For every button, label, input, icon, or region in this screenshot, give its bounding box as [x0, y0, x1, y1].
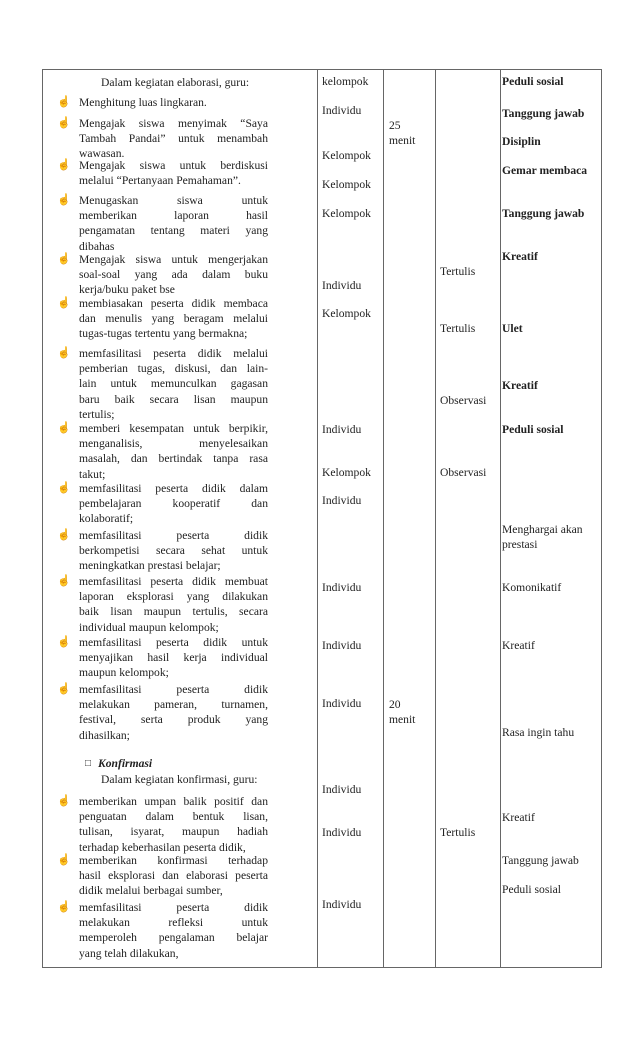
list-item-line: meningkatkan prestasi belajar; — [79, 559, 221, 573]
character-cell: Rasa ingin tahu — [502, 726, 575, 739]
list-item-line: tertulis; — [79, 407, 115, 421]
elaboration-intro: Dalam kegiatan elaborasi, guru: — [101, 76, 250, 89]
list-item-line: memfasilitasi peserta didik melalui — [79, 347, 268, 360]
assessment-cell: Tertulis — [440, 265, 476, 278]
list-item-line: pembelajaran kooperatif dan — [79, 497, 268, 511]
grouping-cell: Individu — [322, 783, 362, 796]
column-divider — [317, 70, 318, 967]
grouping-cell: kelompok — [322, 75, 369, 88]
pointing-hand-icon: ☝ — [57, 636, 71, 648]
list-item-line: festival, serta produk yang — [79, 713, 268, 727]
list-item — [79, 682, 268, 743]
pointing-hand-icon: ☝ — [57, 529, 71, 541]
list-item-line: Mengajak siswa untuk mengerjakan — [79, 253, 268, 266]
grouping-cell: Individu — [322, 104, 362, 117]
pointing-hand-icon: ☝ — [57, 854, 71, 866]
character-cell: prestasi — [502, 538, 538, 551]
pointing-hand-icon: ☝ — [57, 117, 71, 129]
grouping-cell: Individu — [322, 494, 362, 507]
pointing-hand-icon: ☝ — [57, 96, 71, 108]
grouping-cell: Kelompok — [322, 466, 371, 479]
list-item-line: laporan eksplorasi yang dilakukan — [79, 590, 268, 604]
character-cell: Komonikatif — [502, 581, 562, 594]
grouping-cell: Kelompok — [322, 307, 371, 320]
assessment-cell: Tertulis — [440, 322, 476, 335]
list-item-line: memberi kesempatan untuk berpikir, — [79, 422, 268, 435]
column-divider — [383, 70, 384, 967]
list-item — [79, 193, 268, 254]
list-item-line: memberikan umpan balik positif dan — [79, 795, 268, 808]
list-item-line: yang telah dilakukan, — [79, 946, 179, 960]
list-item — [79, 900, 268, 961]
list-item-line: membiasakan peserta didik membaca — [79, 297, 268, 310]
pointing-hand-icon: ☝ — [57, 683, 71, 695]
list-item-line: hasil eksplorasi dan elaborasi peserta — [79, 869, 268, 883]
list-item-line: memperoleh pengalaman belajar — [79, 931, 268, 945]
grouping-cell: Kelompok — [322, 207, 371, 220]
list-item-line: melakukan refleksi untuk — [79, 916, 268, 930]
list-item-line: soal-soal yang ada dalam buku — [79, 268, 268, 282]
character-cell: Tanggung jawab — [502, 207, 585, 220]
list-item-line: individual maupun kelompok; — [79, 620, 219, 634]
list-item — [79, 528, 268, 574]
list-item — [79, 421, 268, 482]
pointing-hand-icon: ☝ — [57, 422, 71, 434]
assessment-cell: Tertulis — [440, 826, 476, 839]
list-item-line: Menghitung luas lingkaran. — [79, 96, 207, 109]
list-item-line: memfasilitasi peserta didik — [79, 683, 268, 696]
list-item-line: memfasilitasi peserta didik — [79, 901, 268, 914]
list-item-line: baik lisan maupun tertulis, secara — [79, 605, 268, 619]
list-item — [79, 635, 268, 681]
list-item-line: memfasilitasi peserta didik membuat — [79, 575, 268, 588]
list-item — [79, 794, 268, 855]
pointing-hand-icon: ☝ — [57, 253, 71, 265]
list-item-line: tugas-tugas tertentu yang bermakna; — [79, 327, 248, 341]
character-cell: Ulet — [502, 322, 523, 335]
list-item-line: pengamatan tentang materi yang — [79, 224, 268, 238]
character-cell: Gemar membaca — [502, 164, 588, 177]
grouping-cell: Individu — [322, 697, 362, 710]
list-item-line: memberikan konfirmasi terhadap — [79, 854, 268, 867]
list-item-line: menganalisis, menyelesaikan — [79, 437, 268, 451]
list-item-line: takut; — [79, 467, 106, 481]
list-item — [79, 574, 268, 635]
pointing-hand-icon: ☝ — [57, 194, 71, 206]
character-cell: Tanggung jawab — [502, 854, 579, 867]
list-item — [79, 481, 268, 527]
character-cell: Peduli sosial — [502, 423, 564, 436]
time-unit: menit — [389, 713, 416, 726]
list-item-line: didik melalui berbagai sumber, — [79, 884, 223, 898]
assessment-cell: Observasi — [440, 466, 487, 479]
list-item-line: kerja/buku paket bse — [79, 283, 175, 297]
list-item-line: baru baik secara lisan maupun — [79, 392, 268, 406]
list-item-line: memfasilitasi peserta didik dalam — [79, 482, 268, 495]
list-item-line: Tambah Pandai” untuk menambah — [79, 132, 268, 146]
list-item-line: tulisan, isyarat, maupun hadiah — [79, 825, 268, 839]
time-value: 20 — [389, 698, 401, 711]
list-item-line: memberikan laporan hasil — [79, 209, 268, 223]
list-item-line: melalui “Pertanyaan Pemahaman”. — [79, 174, 241, 188]
grouping-cell: Individu — [322, 279, 362, 292]
character-cell: Kreatif — [502, 811, 535, 824]
confirmation-intro: Dalam kegiatan konfirmasi, guru: — [101, 773, 258, 786]
list-item — [79, 346, 268, 422]
list-item — [79, 296, 268, 342]
list-item-line: Mengajak siswa menyimak “Saya — [79, 117, 268, 130]
list-item-line: melakukan pameran, turnamen, — [79, 698, 268, 712]
list-item-line: penguatan dalam bentuk lisan, — [79, 810, 268, 824]
list-item-line: lain untuk memunculkan gagasan — [79, 377, 268, 391]
list-item-line: dibahas — [79, 239, 115, 253]
grouping-cell: Individu — [322, 639, 362, 652]
list-item — [79, 252, 268, 298]
grouping-cell: Individu — [322, 898, 362, 911]
character-cell: Kreatif — [502, 639, 535, 652]
list-item-line: pemberian tugas, diskusi, dan lain- — [79, 362, 268, 376]
pointing-hand-icon: ☝ — [57, 297, 71, 309]
grouping-cell: Kelompok — [322, 149, 371, 162]
assessment-cell: Observasi — [440, 394, 487, 407]
character-cell: Menghargai akan — [502, 523, 583, 536]
character-cell: Peduli sosial — [502, 75, 564, 88]
grouping-cell: Individu — [322, 826, 362, 839]
checkbox-icon: □ — [85, 758, 92, 769]
character-cell: Tanggung jawab — [502, 107, 585, 120]
pointing-hand-icon: ☝ — [57, 901, 71, 913]
column-divider — [500, 70, 501, 967]
pointing-hand-icon: ☝ — [57, 159, 71, 171]
grouping-cell: Individu — [322, 581, 362, 594]
list-item-line: wawasan. — [79, 147, 125, 161]
column-divider — [435, 70, 436, 967]
list-item-line: terhadap keberhasilan peserta didik, — [79, 840, 246, 854]
list-item-line: Menugaskan siswa untuk — [79, 194, 268, 207]
time-value: 25 — [389, 119, 401, 132]
pointing-hand-icon: ☝ — [57, 795, 71, 807]
list-item-line: berkompetisi secara sehat untuk — [79, 544, 268, 558]
list-item-line: memfasilitasi peserta didik — [79, 529, 268, 542]
list-item-line: kolaboratif; — [79, 512, 134, 526]
list-item-line: memfasilitasi peserta didik untuk — [79, 636, 268, 649]
list-item-line: masalah, dan bertindak tanpa rasa — [79, 452, 268, 466]
list-item — [79, 95, 268, 110]
pointing-hand-icon: ☝ — [57, 575, 71, 587]
pointing-hand-icon: ☝ — [57, 482, 71, 494]
character-cell: Peduli sosial — [502, 883, 561, 896]
confirmation-title: Konfirmasi — [98, 757, 153, 770]
list-item-line: dihasilkan; — [79, 728, 130, 742]
grouping-cell: Individu — [322, 423, 362, 436]
character-cell: Kreatif — [502, 250, 538, 263]
list-item-line: maupun kelompok; — [79, 666, 169, 680]
list-item — [79, 853, 268, 899]
time-unit: menit — [389, 134, 416, 147]
list-item-line: menyajikan hasil kerja individual — [79, 651, 268, 665]
list-item-line: dan menulis yang beragam melalui — [79, 312, 268, 326]
list-item — [79, 116, 268, 162]
character-cell: Disiplin — [502, 135, 541, 148]
grouping-cell: Kelompok — [322, 178, 371, 191]
list-item — [79, 158, 268, 188]
list-item-line: Mengajak siswa untuk berdiskusi — [79, 159, 268, 172]
pointing-hand-icon: ☝ — [57, 347, 71, 359]
character-cell: Kreatif — [502, 379, 538, 392]
